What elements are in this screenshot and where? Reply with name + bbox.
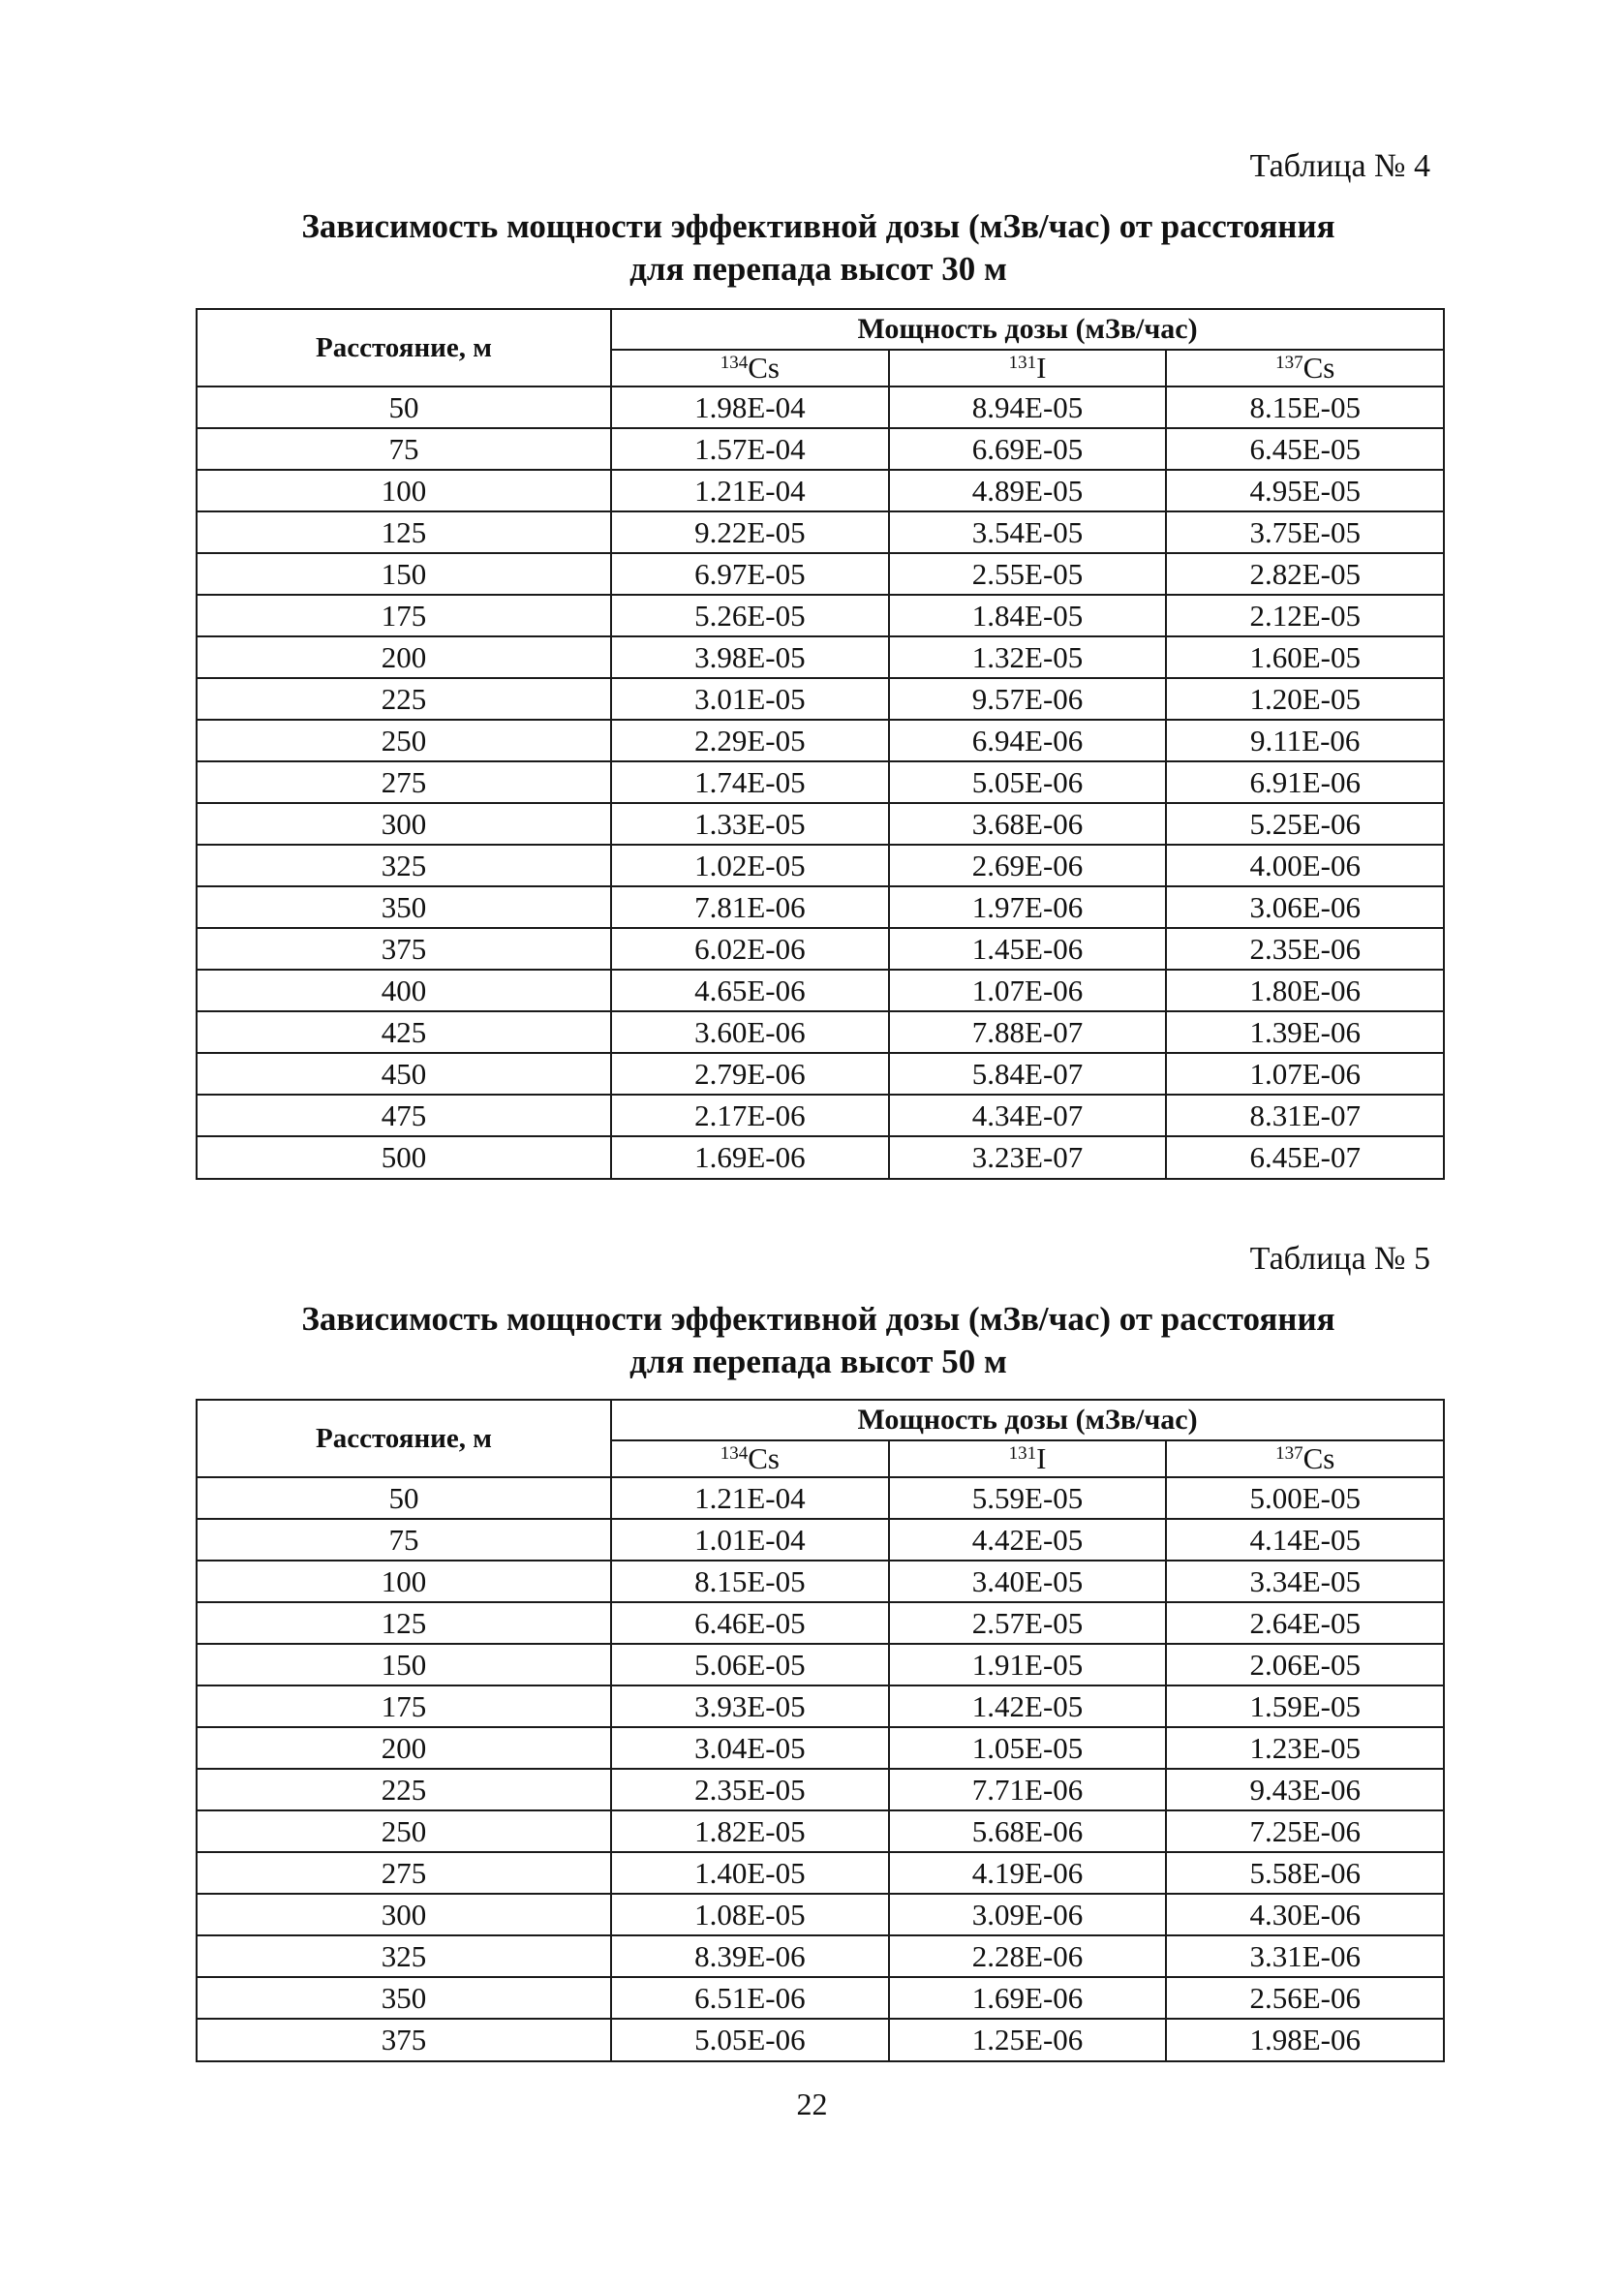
table-row <box>197 803 1444 845</box>
table4-title-line1: Зависимость мощности эффективной дозы (мЗв/час) от расстояния <box>301 207 1335 245</box>
cs134-cell: 5.05E-06 <box>611 2019 889 2061</box>
distance-cell: 75 <box>197 1519 611 1561</box>
cs134-cell: 6.97E-05 <box>611 553 889 595</box>
distance-cell: 375 <box>197 928 611 970</box>
i131-cell: 1.69E-06 <box>889 1977 1167 2019</box>
cs137-cell: 2.82E-05 <box>1166 553 1444 595</box>
table5-isotope-header-i131: $^{131}$I <box>889 1440 1167 1477</box>
cs134-cell: 4.65E-06 <box>611 970 889 1011</box>
table5-isotope-header-cs134: $^{134}$Cs <box>611 1440 889 1477</box>
table-row <box>197 1977 1444 2019</box>
i131-cell: 1.91E-05 <box>889 1644 1167 1685</box>
table-row <box>197 845 1444 886</box>
table4-dose-table <box>196 308 1445 1180</box>
i131-cell: 2.69E-06 <box>889 845 1167 886</box>
table-row <box>197 470 1444 511</box>
distance-cell: 350 <box>197 1977 611 2019</box>
cs134-cell: 9.22E-05 <box>611 511 889 553</box>
cs137-cell: 4.00E-06 <box>1166 845 1444 886</box>
cs134-cell: 5.06E-05 <box>611 1644 889 1685</box>
table-row <box>197 1136 1444 1179</box>
i131-cell: 7.88E-07 <box>889 1011 1167 1053</box>
table-row <box>197 1935 1444 1977</box>
table-row <box>197 970 1444 1011</box>
table-row <box>197 386 1444 428</box>
i131-cell: 5.84E-07 <box>889 1053 1167 1095</box>
table4-body <box>197 386 1444 1179</box>
cs134-cell: 1.02E-05 <box>611 845 889 886</box>
cs134-cell: 6.46E-05 <box>611 1602 889 1644</box>
table4-distance-header: Расстояние, м <box>197 309 611 386</box>
cs134-cell: 1.69E-06 <box>611 1136 889 1179</box>
distance-cell: 75 <box>197 428 611 470</box>
cs134-cell: 2.35E-05 <box>611 1769 889 1810</box>
i131-cell: 1.42E-05 <box>889 1685 1167 1727</box>
i131-cell: 1.32E-05 <box>889 636 1167 678</box>
i131-cell: 5.05E-06 <box>889 761 1167 803</box>
table-row <box>197 886 1444 928</box>
distance-cell: 225 <box>197 1769 611 1810</box>
cs134-cell: 3.93E-05 <box>611 1685 889 1727</box>
table-row <box>197 1727 1444 1769</box>
table-row <box>197 928 1444 970</box>
distance-cell: 350 <box>197 886 611 928</box>
i131-cell: 3.23E-07 <box>889 1136 1167 1179</box>
distance-cell: 275 <box>197 761 611 803</box>
distance-cell: 375 <box>197 2019 611 2061</box>
cs137-cell: 1.20E-05 <box>1166 678 1444 720</box>
i131-cell: 1.07E-06 <box>889 970 1167 1011</box>
cs134-cell: 1.82E-05 <box>611 1810 889 1852</box>
table-row <box>197 1095 1444 1136</box>
distance-cell: 125 <box>197 1602 611 1644</box>
i131-cell: 3.54E-05 <box>889 511 1167 553</box>
cs134-cell: 3.98E-05 <box>611 636 889 678</box>
table5-caption: Таблица № 5 <box>1249 1241 1430 1277</box>
cs137-cell: 3.06E-06 <box>1166 886 1444 928</box>
cs137-cell: 8.31E-07 <box>1166 1095 1444 1136</box>
table5-title <box>194 1298 1443 1383</box>
cs134-cell: 2.29E-05 <box>611 720 889 761</box>
cs137-cell: 1.59E-05 <box>1166 1685 1444 1727</box>
i131-cell: 3.40E-05 <box>889 1561 1167 1602</box>
table-row <box>197 1519 1444 1561</box>
table-row <box>197 1852 1444 1894</box>
table-row <box>197 553 1444 595</box>
cs137-cell: 4.14E-05 <box>1166 1519 1444 1561</box>
table-row <box>197 1011 1444 1053</box>
table-row <box>197 1644 1444 1685</box>
distance-cell: 250 <box>197 720 611 761</box>
cs137-cell: 1.60E-05 <box>1166 636 1444 678</box>
i131-cell: 5.68E-06 <box>889 1810 1167 1852</box>
cs137-cell: 4.95E-05 <box>1166 470 1444 511</box>
distance-cell: 475 <box>197 1095 611 1136</box>
table-row <box>197 1769 1444 1810</box>
table-row <box>197 1810 1444 1852</box>
cs134-cell: 8.15E-05 <box>611 1561 889 1602</box>
distance-cell: 300 <box>197 803 611 845</box>
cs137-cell: 1.23E-05 <box>1166 1727 1444 1769</box>
distance-cell: 100 <box>197 1561 611 1602</box>
cs134-cell: 1.74E-05 <box>611 761 889 803</box>
i131-cell: 8.94E-05 <box>889 386 1167 428</box>
distance-cell: 250 <box>197 1810 611 1852</box>
table5-isotope-header-cs137: $^{137}$Cs <box>1166 1440 1444 1477</box>
cs137-cell: 6.45E-07 <box>1166 1136 1444 1179</box>
distance-cell: 275 <box>197 1852 611 1894</box>
distance-cell: 175 <box>197 595 611 636</box>
cs137-cell: 9.43E-06 <box>1166 1769 1444 1810</box>
cs134-cell: 1.98E-04 <box>611 386 889 428</box>
table-row <box>197 678 1444 720</box>
cs134-cell: 8.39E-06 <box>611 1935 889 1977</box>
cs134-cell: 6.51E-06 <box>611 1977 889 2019</box>
table-row <box>197 1561 1444 1602</box>
cs134-cell: 1.40E-05 <box>611 1852 889 1894</box>
table5-title-line2: для перепада высот 50 м <box>629 1343 1007 1380</box>
cs137-cell: 5.58E-06 <box>1166 1852 1444 1894</box>
i131-cell: 1.25E-06 <box>889 2019 1167 2061</box>
table-row <box>197 1894 1444 1935</box>
cs137-cell: 1.07E-06 <box>1166 1053 1444 1095</box>
cs134-cell: 2.17E-06 <box>611 1095 889 1136</box>
cs137-cell: 3.75E-05 <box>1166 511 1444 553</box>
page-number: 22 <box>796 2087 828 2121</box>
distance-cell: 500 <box>197 1136 611 1179</box>
cs137-cell: 1.39E-06 <box>1166 1011 1444 1053</box>
distance-cell: 100 <box>197 470 611 511</box>
cs137-cell: 3.31E-06 <box>1166 1935 1444 1977</box>
i131-cell: 6.94E-06 <box>889 720 1167 761</box>
cs137-cell: 6.91E-06 <box>1166 761 1444 803</box>
cs134-cell: 1.01E-04 <box>611 1519 889 1561</box>
cs137-cell: 9.11E-06 <box>1166 720 1444 761</box>
cs134-cell: 1.21E-04 <box>611 470 889 511</box>
table5-dose-rate-header: Мощность дозы (мЗв/час) <box>611 1400 1444 1440</box>
distance-cell: 150 <box>197 1644 611 1685</box>
distance-cell: 200 <box>197 636 611 678</box>
distance-cell: 425 <box>197 1011 611 1053</box>
cs134-cell: 3.60E-06 <box>611 1011 889 1053</box>
table-row <box>197 720 1444 761</box>
distance-cell: 450 <box>197 1053 611 1095</box>
i131-cell: 9.57E-06 <box>889 678 1167 720</box>
cs137-cell: 4.30E-06 <box>1166 1894 1444 1935</box>
distance-cell: 400 <box>197 970 611 1011</box>
cs137-cell: 8.15E-05 <box>1166 386 1444 428</box>
table5-distance-header: Расстояние, м <box>197 1400 611 1477</box>
i131-cell: 2.28E-06 <box>889 1935 1167 1977</box>
i131-cell: 1.05E-05 <box>889 1727 1167 1769</box>
cs134-cell: 3.04E-05 <box>611 1727 889 1769</box>
cs134-cell: 5.26E-05 <box>611 595 889 636</box>
cs134-cell: 1.08E-05 <box>611 1894 889 1935</box>
cs137-cell: 5.25E-06 <box>1166 803 1444 845</box>
table-row <box>197 1477 1444 1519</box>
i131-cell: 4.19E-06 <box>889 1852 1167 1894</box>
table-row <box>197 761 1444 803</box>
distance-cell: 300 <box>197 1894 611 1935</box>
table-row <box>197 636 1444 678</box>
distance-cell: 225 <box>197 678 611 720</box>
table4-caption: Таблица № 4 <box>1249 148 1430 184</box>
distance-cell: 50 <box>197 1477 611 1519</box>
i131-cell: 4.34E-07 <box>889 1095 1167 1136</box>
distance-cell: 325 <box>197 845 611 886</box>
cs137-cell: 3.34E-05 <box>1166 1561 1444 1602</box>
distance-cell: 175 <box>197 1685 611 1727</box>
i131-cell: 3.68E-06 <box>889 803 1167 845</box>
i131-cell: 1.97E-06 <box>889 886 1167 928</box>
table5-dose-table <box>196 1399 1445 2062</box>
i131-cell: 7.71E-06 <box>889 1769 1167 1810</box>
cs134-cell: 2.79E-06 <box>611 1053 889 1095</box>
distance-cell: 150 <box>197 553 611 595</box>
i131-cell: 6.69E-05 <box>889 428 1167 470</box>
table4-title-line2: для перепада высот 30 м <box>629 250 1007 288</box>
table-row <box>197 1685 1444 1727</box>
cs137-cell: 7.25E-06 <box>1166 1810 1444 1852</box>
distance-cell: 125 <box>197 511 611 553</box>
table-row <box>197 511 1444 553</box>
cs137-cell: 2.35E-06 <box>1166 928 1444 970</box>
i131-cell: 3.09E-06 <box>889 1894 1167 1935</box>
table-row <box>197 595 1444 636</box>
cs134-cell: 1.33E-05 <box>611 803 889 845</box>
i131-cell: 2.57E-05 <box>889 1602 1167 1644</box>
distance-cell: 325 <box>197 1935 611 1977</box>
i131-cell: 4.89E-05 <box>889 470 1167 511</box>
cs134-cell: 1.57E-04 <box>611 428 889 470</box>
table4-isotope-header-i131: $^{131}$I <box>889 350 1167 386</box>
i131-cell: 2.55E-05 <box>889 553 1167 595</box>
i131-cell: 4.42E-05 <box>889 1519 1167 1561</box>
table-row <box>197 428 1444 470</box>
i131-cell: 1.84E-05 <box>889 595 1167 636</box>
table4-isotope-header-cs134: $^{134}$Cs <box>611 350 889 386</box>
table-row <box>197 2019 1444 2061</box>
table-row <box>197 1053 1444 1095</box>
table4-isotope-header-cs137: $^{137}$Cs <box>1166 350 1444 386</box>
cs134-cell: 3.01E-05 <box>611 678 889 720</box>
distance-cell: 50 <box>197 386 611 428</box>
cs137-cell: 1.98E-06 <box>1166 2019 1444 2061</box>
table-row <box>197 1602 1444 1644</box>
cs137-cell: 2.12E-05 <box>1166 595 1444 636</box>
table5-title-line1: Зависимость мощности эффективной дозы (мЗв/час) от расстояния <box>301 1300 1335 1338</box>
cs137-cell: 1.80E-06 <box>1166 970 1444 1011</box>
cs137-cell: 6.45E-05 <box>1166 428 1444 470</box>
table4-dose-rate-header: Мощность дозы (мЗв/час) <box>611 309 1444 350</box>
cs137-cell: 2.56E-06 <box>1166 1977 1444 2019</box>
table5-body <box>197 1477 1444 2061</box>
cs137-cell: 5.00E-05 <box>1166 1477 1444 1519</box>
i131-cell: 1.45E-06 <box>889 928 1167 970</box>
cs134-cell: 6.02E-06 <box>611 928 889 970</box>
cs134-cell: 7.81E-06 <box>611 886 889 928</box>
cs134-cell: 1.21E-04 <box>611 1477 889 1519</box>
table4-title <box>194 205 1443 291</box>
cs137-cell: 2.06E-05 <box>1166 1644 1444 1685</box>
i131-cell: 5.59E-05 <box>889 1477 1167 1519</box>
distance-cell: 200 <box>197 1727 611 1769</box>
cs137-cell: 2.64E-05 <box>1166 1602 1444 1644</box>
